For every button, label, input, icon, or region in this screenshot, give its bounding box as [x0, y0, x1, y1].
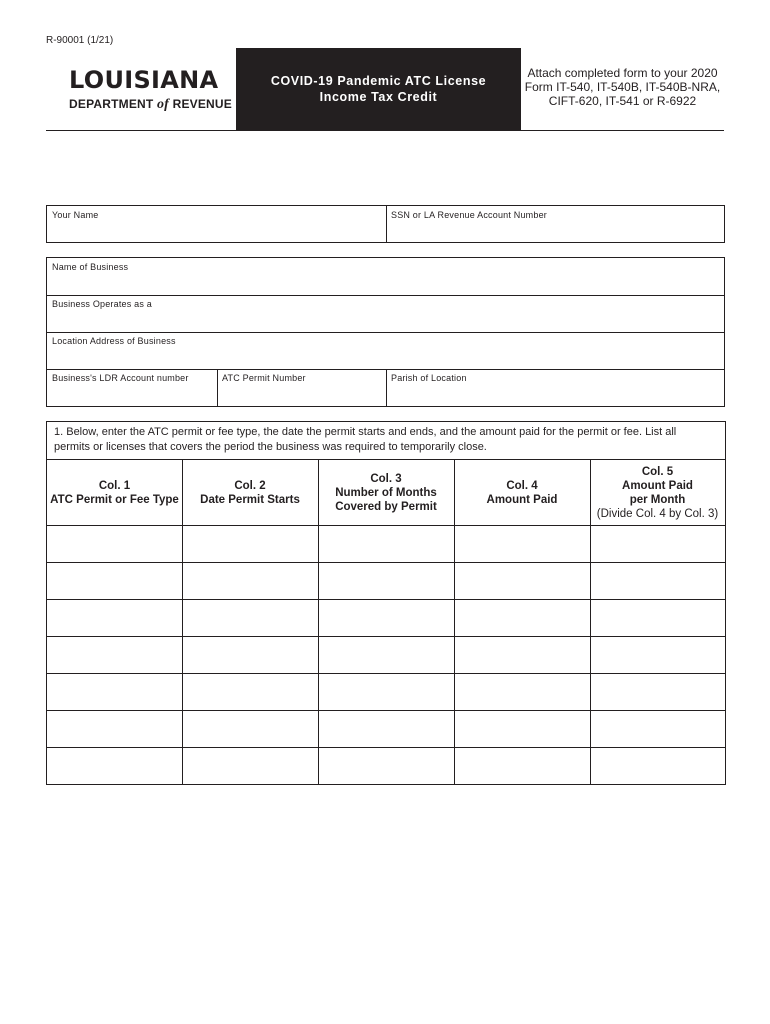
logo-subtitle	[69, 97, 232, 113]
attach-line3: CIFT-620, IT-541 or R-6922	[548, 94, 697, 108]
logo-sub-pre: DEPARTMENT	[69, 97, 157, 111]
business-info-box	[46, 257, 725, 407]
form-title-line2: Income Tax Credit	[319, 90, 438, 104]
column-header-col: Col. 3	[370, 473, 402, 485]
atc-permit-field[interactable]	[218, 370, 386, 406]
your-name-label: Your Name	[52, 210, 99, 220]
atc-permit-label: ATC Permit Number	[222, 373, 306, 383]
table-cell-r1-c2[interactable]	[183, 526, 318, 562]
table-cell-r1-c5[interactable]	[591, 526, 725, 562]
table-cell-r1-c1[interactable]	[48, 526, 182, 562]
column-header-2	[182, 460, 318, 526]
operates-as-label: Business Operates as a	[52, 299, 152, 309]
column-header-line: per Month	[629, 494, 686, 506]
ldr-account-label: Business's LDR Account number	[52, 373, 189, 383]
table-cell-r7-c5[interactable]	[591, 748, 725, 784]
parish-field[interactable]	[387, 370, 724, 406]
table-cell-r5-c4[interactable]	[455, 674, 590, 710]
column-header-line: Amount Paid	[622, 480, 693, 492]
parish-label: Parish of Location	[391, 373, 467, 383]
table-cell-r6-c1[interactable]	[48, 711, 182, 747]
column-header-line: Covered by Permit	[335, 501, 437, 513]
table-cell-r7-c4[interactable]	[455, 748, 590, 784]
table-cell-r2-c3[interactable]	[319, 563, 454, 599]
table-cell-r5-c2[interactable]	[183, 674, 318, 710]
table-cell-r3-c4[interactable]	[455, 600, 590, 636]
column-header-col: Col. 5	[641, 466, 674, 478]
table-cell-r4-c2[interactable]	[183, 637, 318, 673]
column-header-line: Number of Months	[335, 487, 437, 499]
form-title-banner	[236, 48, 521, 130]
location-address-field[interactable]	[47, 333, 724, 369]
business-name-label: Name of Business	[52, 262, 129, 272]
column-header-line: Amount Paid	[486, 494, 558, 506]
attach-line1: Attach completed form to your 2020	[527, 66, 718, 80]
permit-table	[46, 421, 726, 785]
table-cell-r4-c1[interactable]	[48, 637, 182, 673]
table-cell-r6-c3[interactable]	[319, 711, 454, 747]
table-cell-r6-c2[interactable]	[183, 711, 318, 747]
location-address-label: Location Address of Business	[52, 336, 176, 346]
column-header-3	[318, 460, 454, 526]
table-cell-r7-c1[interactable]	[48, 748, 182, 784]
table-cell-r2-c1[interactable]	[48, 563, 182, 599]
attach-line2: Form IT-540, IT-540B, IT-540B-NRA,	[524, 80, 721, 94]
table-cell-r6-c5[interactable]	[591, 711, 725, 747]
ssn-field[interactable]	[387, 206, 724, 242]
table-cell-r3-c3[interactable]	[319, 600, 454, 636]
taxpayer-info-box	[46, 205, 725, 243]
louisiana-revenue-logo	[46, 48, 236, 130]
table-cell-r1-c3[interactable]	[319, 526, 454, 562]
column-header-col: Col. 1	[98, 480, 131, 492]
logo-sub-of: of	[156, 97, 170, 112]
column-header-4	[454, 460, 590, 526]
operates-as-field[interactable]	[47, 296, 724, 332]
column-header-5	[590, 460, 725, 526]
business-name-field[interactable]	[47, 258, 724, 295]
your-name-field[interactable]	[47, 206, 386, 242]
attach-instructions	[521, 66, 724, 108]
ldr-account-field[interactable]	[47, 370, 217, 406]
table-cell-r7-c2[interactable]	[183, 748, 318, 784]
logo-sub-post: REVENUE	[169, 97, 232, 111]
table-cell-r3-c2[interactable]	[183, 600, 318, 636]
column-header-line: Date Permit Starts	[200, 494, 300, 506]
logo-wordmark: LOUISIANA	[69, 66, 219, 94]
form-title-line1: COVID-19 Pandemic ATC License	[270, 74, 487, 88]
table-instructions: 1. Below, enter the ATC permit or fee type, the date the permit starts and ends, and the amount paid for the permit or fee. List all permits or licenses that covers the period the business was required to temporarily close.	[54, 426, 677, 453]
table-cell-r7-c3[interactable]	[319, 748, 454, 784]
table-cell-r1-c4[interactable]	[455, 526, 590, 562]
column-header-col: Col. 4	[506, 480, 538, 492]
column-header-col: Col. 2	[234, 480, 266, 492]
table-cell-r5-c1[interactable]	[48, 674, 182, 710]
table-cell-r4-c3[interactable]	[319, 637, 454, 673]
table-cell-r2-c2[interactable]	[183, 563, 318, 599]
table-cell-r3-c1[interactable]	[48, 600, 182, 636]
table-cell-r5-c3[interactable]	[319, 674, 454, 710]
ssn-label: SSN or LA Revenue Account Number	[391, 210, 547, 220]
header-divider	[46, 130, 724, 131]
table-cell-r4-c4[interactable]	[455, 637, 590, 673]
table-cell-r6-c4[interactable]	[455, 711, 590, 747]
table-cell-r2-c4[interactable]	[455, 563, 590, 599]
column-header-note: (Divide Col. 4 by Col. 3)	[596, 508, 719, 520]
column-header-1	[47, 460, 182, 526]
column-header-line: ATC Permit or Fee Type	[50, 494, 179, 506]
table-cell-r5-c5[interactable]	[591, 674, 725, 710]
table-cell-r2-c5[interactable]	[591, 563, 725, 599]
table-cell-r4-c5[interactable]	[591, 637, 725, 673]
table-cell-r3-c5[interactable]	[591, 600, 725, 636]
form-number: R-90001 (1/21)	[46, 35, 114, 46]
